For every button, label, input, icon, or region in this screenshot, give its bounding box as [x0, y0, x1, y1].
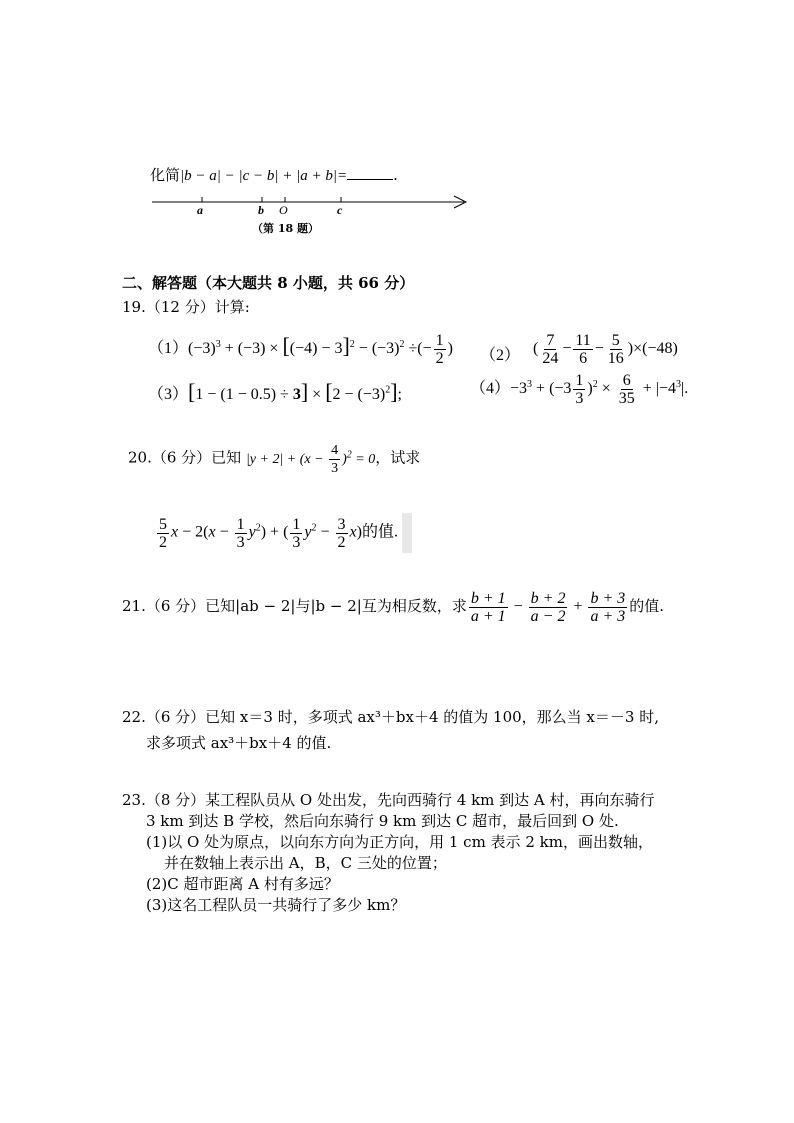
q20-line2: $\frac{5}{2}$ x − 2(x − $\frac{1}{3}$ $y^2$) + ( $\frac{1}{3}$ $y^2$ − $\frac{3}{2}$ x)的值.	[155, 513, 412, 553]
q19-part4-label: （4）	[470, 380, 511, 398]
q23-line3: (1)以 O 处为原点，以向东方向为正方向，用 1 cm 表示 2 km，画出数轴，	[146, 833, 653, 851]
q20-head: 20.（6 分）已知	[128, 448, 242, 467]
q18-caption: （第 18 题）	[252, 222, 319, 235]
q22-line2: 求多项式 ax³＋bx＋4 的值.	[146, 734, 332, 752]
q21-tail: 的值.	[629, 597, 665, 616]
q20-line1: 20.（6 分）已知 |y + 2| + (x − $\frac{4}{3}$ )$^2$ = 0，试求	[128, 443, 421, 476]
q18-prefix: 化简	[150, 166, 181, 184]
q19-heading: 19.（12 分）计算:	[122, 298, 250, 316]
axis-label-c: c	[337, 203, 343, 217]
q19-part3: $(3)[1 - (1 - 0.5) \div 3] \times [2 - (-3)^2]$;	[148, 379, 402, 404]
q19-part1: $(1)(-3)^3 + (-3) \times [(-4) - 3]^2 - (-3)^2$ ÷(− $\frac{1}{2}$ )	[148, 332, 453, 367]
q18-expression: |b − a| − |c − b| + |a + b|=	[180, 168, 348, 184]
q18-answer-blank	[347, 165, 393, 180]
q19-part1-label: （1）	[148, 340, 189, 358]
q20-tail: ，试求	[375, 448, 421, 467]
highlight-mark	[402, 513, 412, 553]
q21-line: 21.（6 分）已知|ab − 2|与|b − 2|互为相反数，求 $\frac{b + 1}{a + 1}$ − $\frac{b + 2}{a - 2}$ + $\frac{b + 3}{a + 3}$ 的值.	[122, 590, 665, 625]
q23-line6: (3)这名工程队员一共骑行了多少 km？	[146, 896, 406, 914]
q19-part2: ( $\frac{7}{24}$ − $\frac{11}{6}$ − $\frac{5}{16}$ )×(−48)	[533, 332, 678, 367]
q19-part3-label: （3）	[148, 386, 189, 403]
q19-part2-label: （2）	[480, 347, 521, 364]
q23-line4: 并在数轴上表示出 A，B，C 三处的位置；	[164, 854, 447, 872]
q23-line2: 3 km 到达 B 学校，然后向东骑行 9 km 到达 C 超市，最后回到 O 处.	[146, 812, 619, 830]
q18-line	[150, 164, 398, 185]
axis-label-a: a	[197, 203, 203, 217]
q21-head: 21.（6 分）已知|ab − 2|与|b − 2|互为相反数，求	[122, 597, 467, 616]
axis-label-b: b	[258, 203, 264, 217]
q23-line1: 23.（8 分）某工程队员从 O 处出发，先向西骑行 4 km 到达 A 村，再向东骑行	[122, 791, 655, 809]
q23-line5: (2)C 超市距离 A 村有多远？	[146, 875, 339, 893]
section-heading: 二、解答题（本大题共 8 小题，共 66 分）	[122, 274, 415, 292]
axis-label-o: O	[279, 203, 288, 217]
q18-end: .	[393, 166, 398, 184]
q20-line2-tail: 的值.	[361, 523, 398, 541]
q19-part4: $(4)-3^3 + (-3$ $\frac{1}{3}$ )$^2$ × $\frac{6}{35}$ + $|-4^3|$.	[470, 372, 689, 407]
q22-line1: 22.（6 分）已知 x＝3 时，多项式 ax³＋bx＋4 的值为 100，那么当 x＝－3 时,	[122, 708, 659, 726]
